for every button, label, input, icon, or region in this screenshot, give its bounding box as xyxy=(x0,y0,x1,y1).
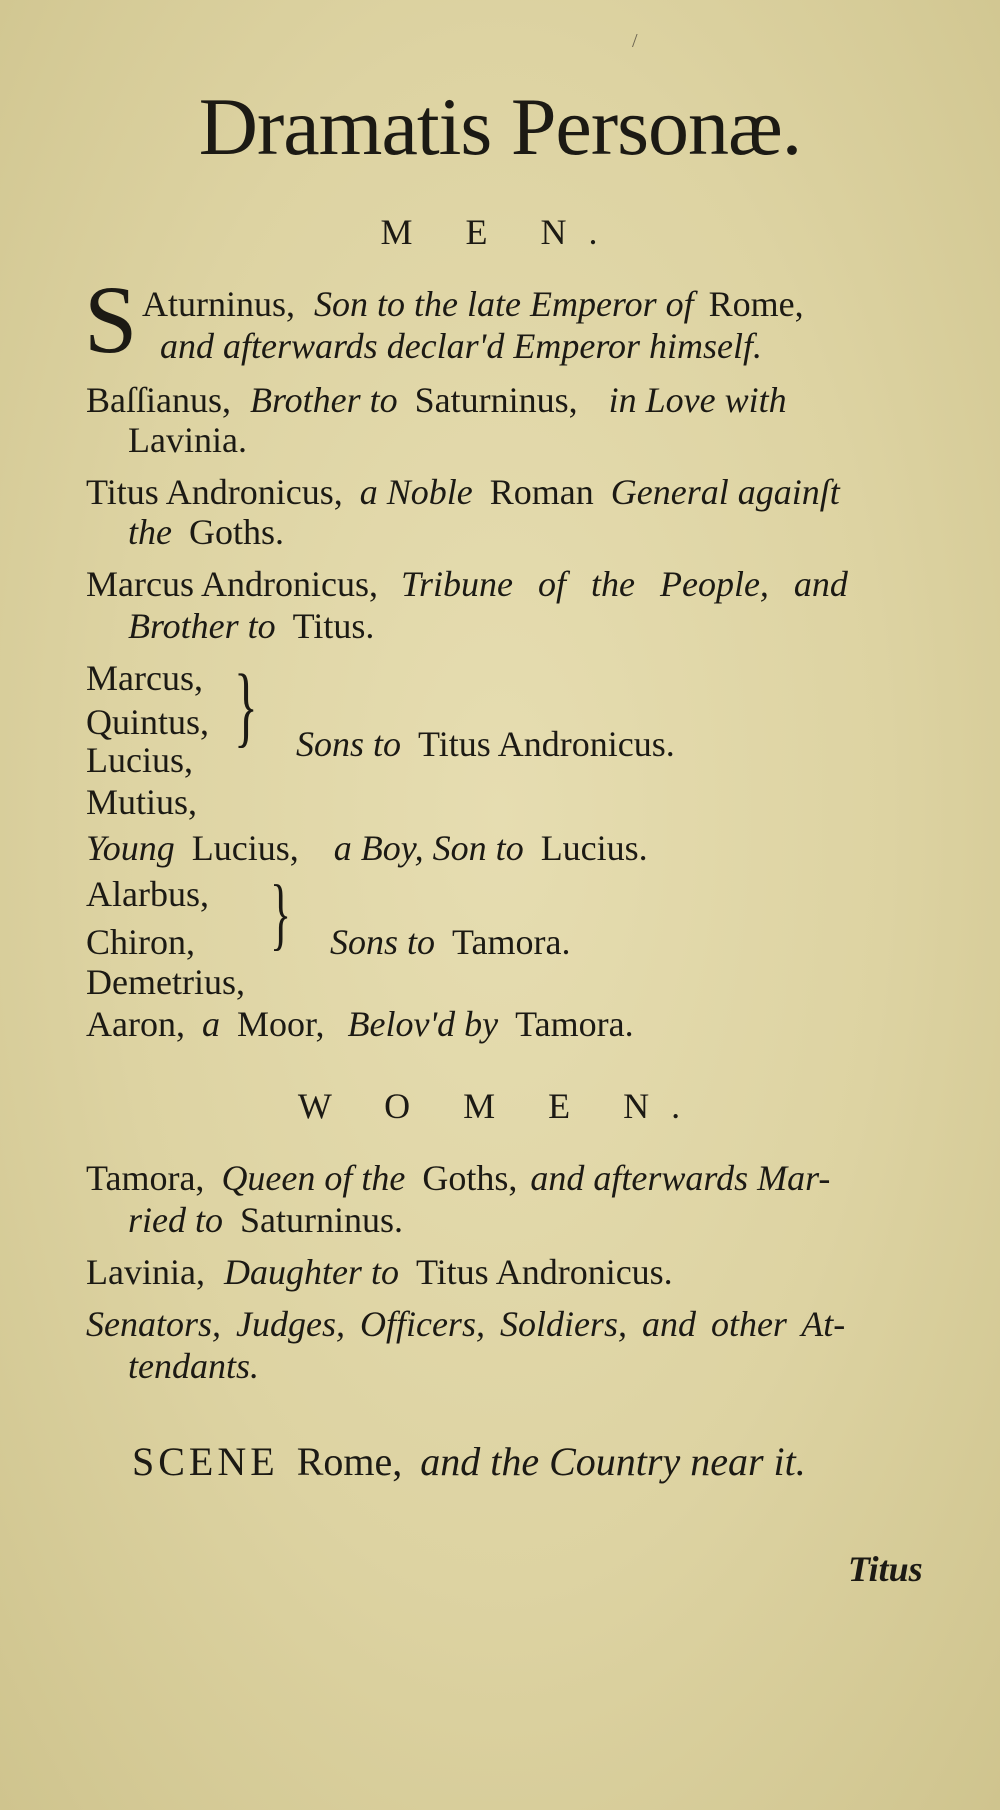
character-name: Aaron, xyxy=(86,1004,185,1044)
character-name: Chiron, xyxy=(86,922,196,962)
page-title: Dramatis Personæ. xyxy=(198,81,802,172)
attendants-line: tendants. xyxy=(128,1346,259,1386)
character-name: Lucius, xyxy=(86,740,193,780)
character-description: a Boy, Son to xyxy=(333,828,524,868)
catchword: Titus xyxy=(848,1549,923,1589)
drop-cap: S xyxy=(84,266,138,373)
character-name: Marcus Andronicus, xyxy=(86,564,378,604)
character-name: Quintus, xyxy=(86,702,210,742)
scene-place: Rome, xyxy=(296,1439,403,1484)
character-name: Lavinia, xyxy=(86,1252,205,1292)
character-name: Demetrius, xyxy=(86,962,245,1002)
people-name: Goths, xyxy=(422,1158,518,1198)
character-description: Daughter to xyxy=(223,1252,399,1292)
attendants-line: Senators, Judges, Officers, Soldiers, and other At- xyxy=(86,1304,846,1344)
grouping-brace: } xyxy=(270,870,292,958)
character-name: Lucius. xyxy=(540,828,648,868)
character-name: Lavinia. xyxy=(128,420,247,460)
character-name: Mutius, xyxy=(86,782,198,822)
character-description: the xyxy=(128,512,172,552)
character-description: Young xyxy=(86,828,175,868)
character-name: Alarbus, xyxy=(86,874,209,914)
character-name: Lucius, xyxy=(191,828,299,868)
character-name: Baſſianus, xyxy=(86,380,231,420)
character-description: Son to the late Emperor of xyxy=(314,284,694,324)
character-description: and afterwards declar'd Emperor himself. xyxy=(160,326,762,366)
men-heading: M E N. xyxy=(380,212,620,252)
nationality: Roman xyxy=(489,472,594,512)
character-description: Sons to xyxy=(330,922,436,962)
character-name: Titus Andronicus. xyxy=(415,1252,673,1292)
character-name: Titus Andronicus, xyxy=(86,472,343,512)
character-name: Tamora. xyxy=(452,922,571,962)
character-name: Tamora. xyxy=(515,1004,634,1044)
character-name: Marcus, xyxy=(86,658,203,698)
page-speck: / xyxy=(632,30,638,52)
character-description: Queen of the xyxy=(221,1158,406,1198)
people-name: Goths. xyxy=(188,512,284,552)
scene-label: SCENE xyxy=(132,1439,279,1484)
character-description: in Love with xyxy=(608,380,787,420)
character-description: Brother to xyxy=(249,380,398,420)
character-name: Tamora, xyxy=(86,1158,205,1198)
character-description: Tribune of the People, and xyxy=(400,564,848,604)
character-description: Sons to xyxy=(296,724,402,764)
character-name: Titus. xyxy=(292,606,375,646)
place-name: Rome, xyxy=(708,284,804,324)
character-description: Brother to xyxy=(128,606,276,646)
character-name: Titus Andronicus. xyxy=(418,724,675,764)
character-description: General againſt xyxy=(610,472,840,512)
character-name: Saturninus, xyxy=(414,380,578,420)
character-name: Aturninus, xyxy=(142,284,295,324)
character-name: Saturninus. xyxy=(240,1200,404,1240)
grouping-brace: } xyxy=(234,657,258,756)
character-description: a xyxy=(201,1004,220,1044)
women-heading: W O M E N. xyxy=(297,1086,703,1126)
character-description: and afterwards Mar- xyxy=(530,1158,831,1198)
scene-description: and the Country near it. xyxy=(420,1439,806,1484)
character-description: Belov'd by xyxy=(347,1004,499,1044)
character-description: a Noble xyxy=(359,472,473,512)
people-name: Moor, xyxy=(236,1004,325,1044)
scene-line xyxy=(132,1439,806,1484)
character-description: ried to xyxy=(128,1200,223,1240)
